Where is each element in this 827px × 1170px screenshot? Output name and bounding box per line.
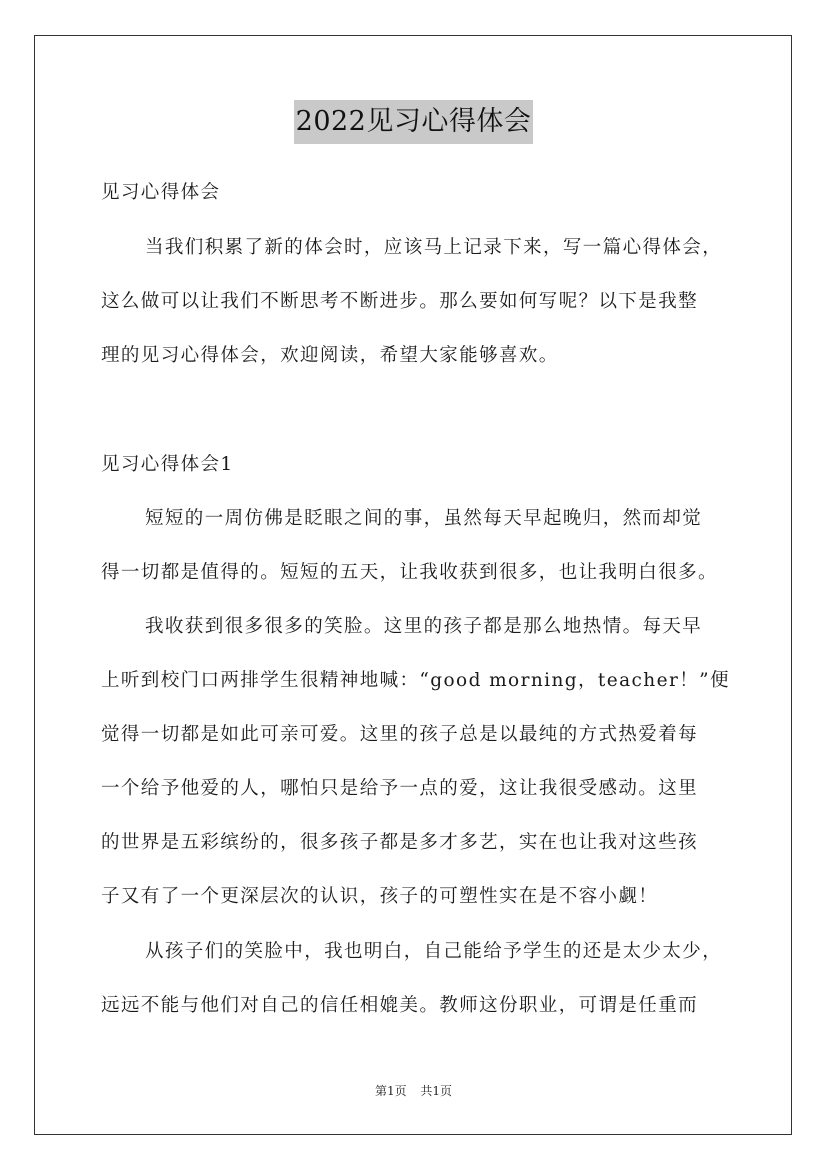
section-heading: 见习心得体会1: [101, 454, 234, 475]
current-page-number: 第1页: [374, 1084, 407, 1098]
document-title: 2022见习心得体会: [294, 100, 534, 144]
paragraph-line: 的世界是五彩缤纷的，很多孩子都是多才多艺，实在也让我对这些孩: [101, 832, 699, 853]
paragraph-line: 一个给予他爱的人，哪怕只是给予一点的爱，这让我很受感动。这里: [101, 778, 699, 799]
paragraph-line: 远远不能与他们对自己的信任相媲美。教师这份职业，可谓是任重而: [101, 995, 699, 1016]
paragraph-line: 理的见习心得体会，欢迎阅读，希望大家能够喜欢。: [101, 345, 559, 366]
paragraph-line: 当我们积累了新的体会时，应该马上记录下来，写一篇心得体会，: [145, 237, 723, 258]
title-container: [0, 100, 827, 144]
paragraph-line: 从孩子们的笑脸中，我也明白，自己能给予学生的还是太少太少，: [145, 941, 723, 962]
paragraph-line: 上听到校门口两排学生很精神地喊：“good morning，teacher！”便: [101, 670, 730, 691]
section-heading: 见习心得体会: [101, 182, 221, 203]
total-pages: 共1页: [420, 1084, 453, 1098]
paragraph-line: 子又有了一个更深层次的认识，孩子的可塑性实在是不容小觑！: [101, 886, 659, 907]
paragraph-line: 短短的一周仿佛是眨眼之间的事，虽然每天早起晚归，然而却觉: [145, 508, 703, 529]
page-footer: [0, 1083, 827, 1099]
paragraph-line: 这么做可以让我们不断思考不断进步。那么要如何写呢？以下是我整: [101, 291, 699, 312]
paragraph-line: 我收获到很多很多的笑脸。这里的孩子都是那么地热情。每天早: [145, 616, 703, 637]
paragraph-line: 觉得一切都是如此可亲可爱。这里的孩子总是以最纯的方式热爱着每: [101, 724, 699, 745]
paragraph-line: 得一切都是值得的。短短的五天，让我收获到很多，也让我明白很多。: [101, 562, 718, 583]
